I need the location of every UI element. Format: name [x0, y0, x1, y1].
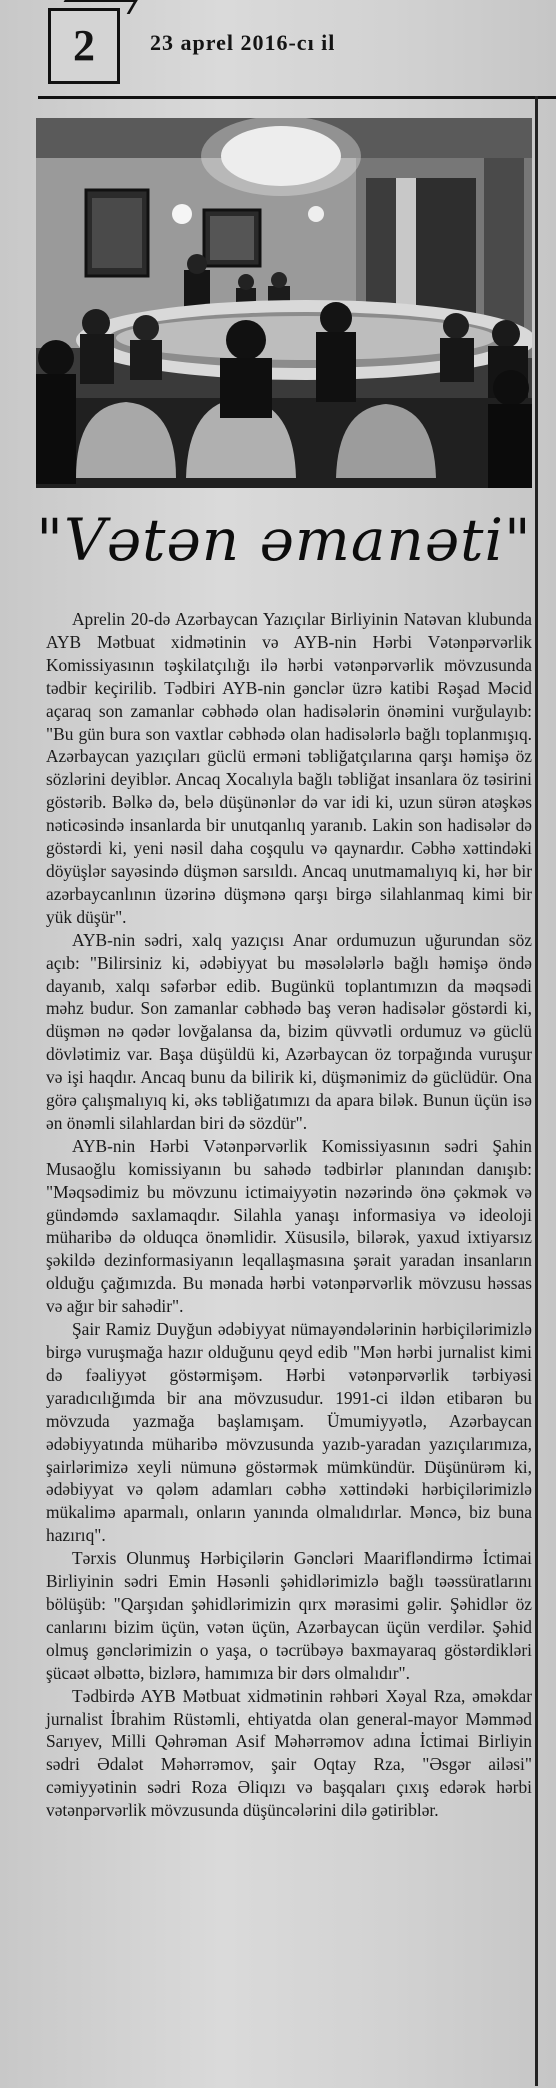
article-paragraph: Şair Ramiz Duyğun ədəbiyyat nümayəndələrinin hərbiçilərimizlə birgə vuruşmağa hazır olduğunu qeyd edib "Mən hərbi jurnalist kimi də fəaliyyət göstərmişəm. Hərbi vətənpərvərlik tərbiyəsi yaradıcılığımda bir ana mövzusudur. 1991-ci ildən etibarən bu mövzuda yazmağa başlamışam. Ümumiyyətlə, Azərbaycan ədəbiyyatında müharibə mövzusunda yazıb-yaradan yazıçılarımıza, şairlərimizə xeyli nümunə göstərmək mümkündür. Düşünürəm ki, ədəbiyyat və qələm adamları cəbhə xəttindəki hərbiçilərimizlə mükalimə aparmalı, onların yanında olmalıdırlar. Məncə, biz buna hazırıq".: [46, 1319, 532, 1546]
column-rule: [535, 96, 538, 2086]
page-number-box: [48, 8, 120, 84]
article-paragraph: AYB-nin sədri, xalq yazıçısı Anar ordumuzun uğurundan söz açıb: "Bilirsiniz ki, ədəbiyyat bu məsələlərlə bağlı həmişə öndə dayanıb, xalqı səfərbər edib. Bugünkü toplantımızın da məqsədi məhz budur. Son zamanlar cəbhədə baş verən hadisələr göstərdi ki, düşmən nə qədər lovğalansa da, bizim qüvvətli ordumuz və güclü dövlətimiz var. Başa düşüldü ki, Azərbaycan öz torpağında vuruşur və işi haqdır. Ancaq bunu da bilirik ki, düşmənimiz də güclüdür. Ona görə çalışmalıyıq ki, əks təbliğatımızı da apara bilək. Bunun üçün isə ən önəmli silahlardan biri də sözdür".: [46, 929, 532, 1133]
event-photo-image: [36, 118, 532, 488]
issue-date: 23 aprel 2016-cı il: [150, 30, 336, 55]
article-body: [46, 608, 532, 2078]
header-rule: [38, 96, 556, 99]
article-paragraph: AYB-nin Hərbi Vətənpərvərlik Komissiyasının sədri Şahin Musaoğlu komissiyanın bu sahədə tədbirlər planından danışıb: "Məqsədimiz bu mövzunu ictimaiyyətin nəzərində önə çəkmək və gündəmdə saxlamaqdır. Silahla yanaşı informasiya və ideoloji müharibə də olduqca önəmlidir. Xüsusilə, bilərək, yaxud ixtiyarsız şəkildə dezinformasiyanın leqallaşmasına şərait yaradan insanların olduğu çağımızda. Bu mənada hərbi vətənpərvərlik mövzusu həssas və ağır bir sahədir".: [46, 1135, 532, 1317]
article-paragraph: Tədbirdə AYB Mətbuat xidmətinin rəhbəri Xəyal Rza, əməkdar jurnalist İbrahim Rüstəmli, ehtiyatda olan general-mayor Məmməd Sarıyev, Milli Qəhrəman Asif Məhərrəmov adına İctimai Birliyin sədri Ədalət Məhərrəmov, şair Oqtay Rza, "Əsgər ailəsi" cəmiyyətinin sədri Roza Əliqızı və başqaları çıxış edərək hərbi vətənpərvərlik mövzusunda düşüncələrini dilə gətiriblər.: [46, 1685, 532, 1821]
article-paragraph: Aprelin 20-də Azərbaycan Yazıçılar Birliyinin Natəvan klubunda AYB Mətbuat xidmətinin və AYB-nin Hərbi Vətənpərvərlik Komissiyasının təşkilatçılığı ilə hərbi vətənpərvərlik mövzusunda tədbir keçirilib. Tədbiri AYB-nin gənclər üzrə katibi Rəşad Məcid açaraq son zamanlar cəbhədə olan hadisələrin önəmini vurğulayıb: "Bu gün bura son vaxtlar cəbhədə olan hadisələrlə bağlı toplanmışıq. Azərbaycan yazıçıları güclü erməni təbliğatçılarına qarşı həmişə öz sözlərini deyiblər. Ancaq Xocalıyla bağlı təbliğat insanlara öz təsirini göstərib. Bəlkə də, belə düşünənlər də var idi ki, uzun sürən atəşkəs nəticəsində insanlarda bir unutqanlıq yaranıb. Lakin son hadisələr də göstərdi ki, yeni nəsil daha coşqulu və qaynardır. Cəbhə xəttindəki döyüşlər sayəsində düşmən sarsıldı. Ancaq unutmamalıyıq ki, hər bir azərbaycanlının üzərinə düşmənə qarşı birgə silahlanmaq kimi bir yük düşür".: [46, 609, 532, 927]
article-paragraph: Tərxis Olunmuş Hərbiçilərin Gəncləri Maarifləndirmə İctimai Birliyinin sədri Emin Həsənli şəhidlərimizlə bağlı təəssüratlarını bölüşüb: "Qarşıdan şəhidlərimizin qırx mərasimi gəlir. Şəhidlər öz canlarını bizim üçün, vətən üçün, Azərbaycan üçün verdilər. Şəhid olmuş gənclərimizin o yaşa, o təcrübəyə baxmayaraq göstərdikləri şücaət əlbəttə, bizlərə, hamımıza bir dərs olmalıdır".: [46, 1548, 532, 1683]
page-number: 2: [73, 21, 95, 70]
page-header: [0, 0, 556, 100]
event-photo: [36, 118, 532, 488]
article-headline: "Vətən əmanəti": [36, 506, 532, 574]
